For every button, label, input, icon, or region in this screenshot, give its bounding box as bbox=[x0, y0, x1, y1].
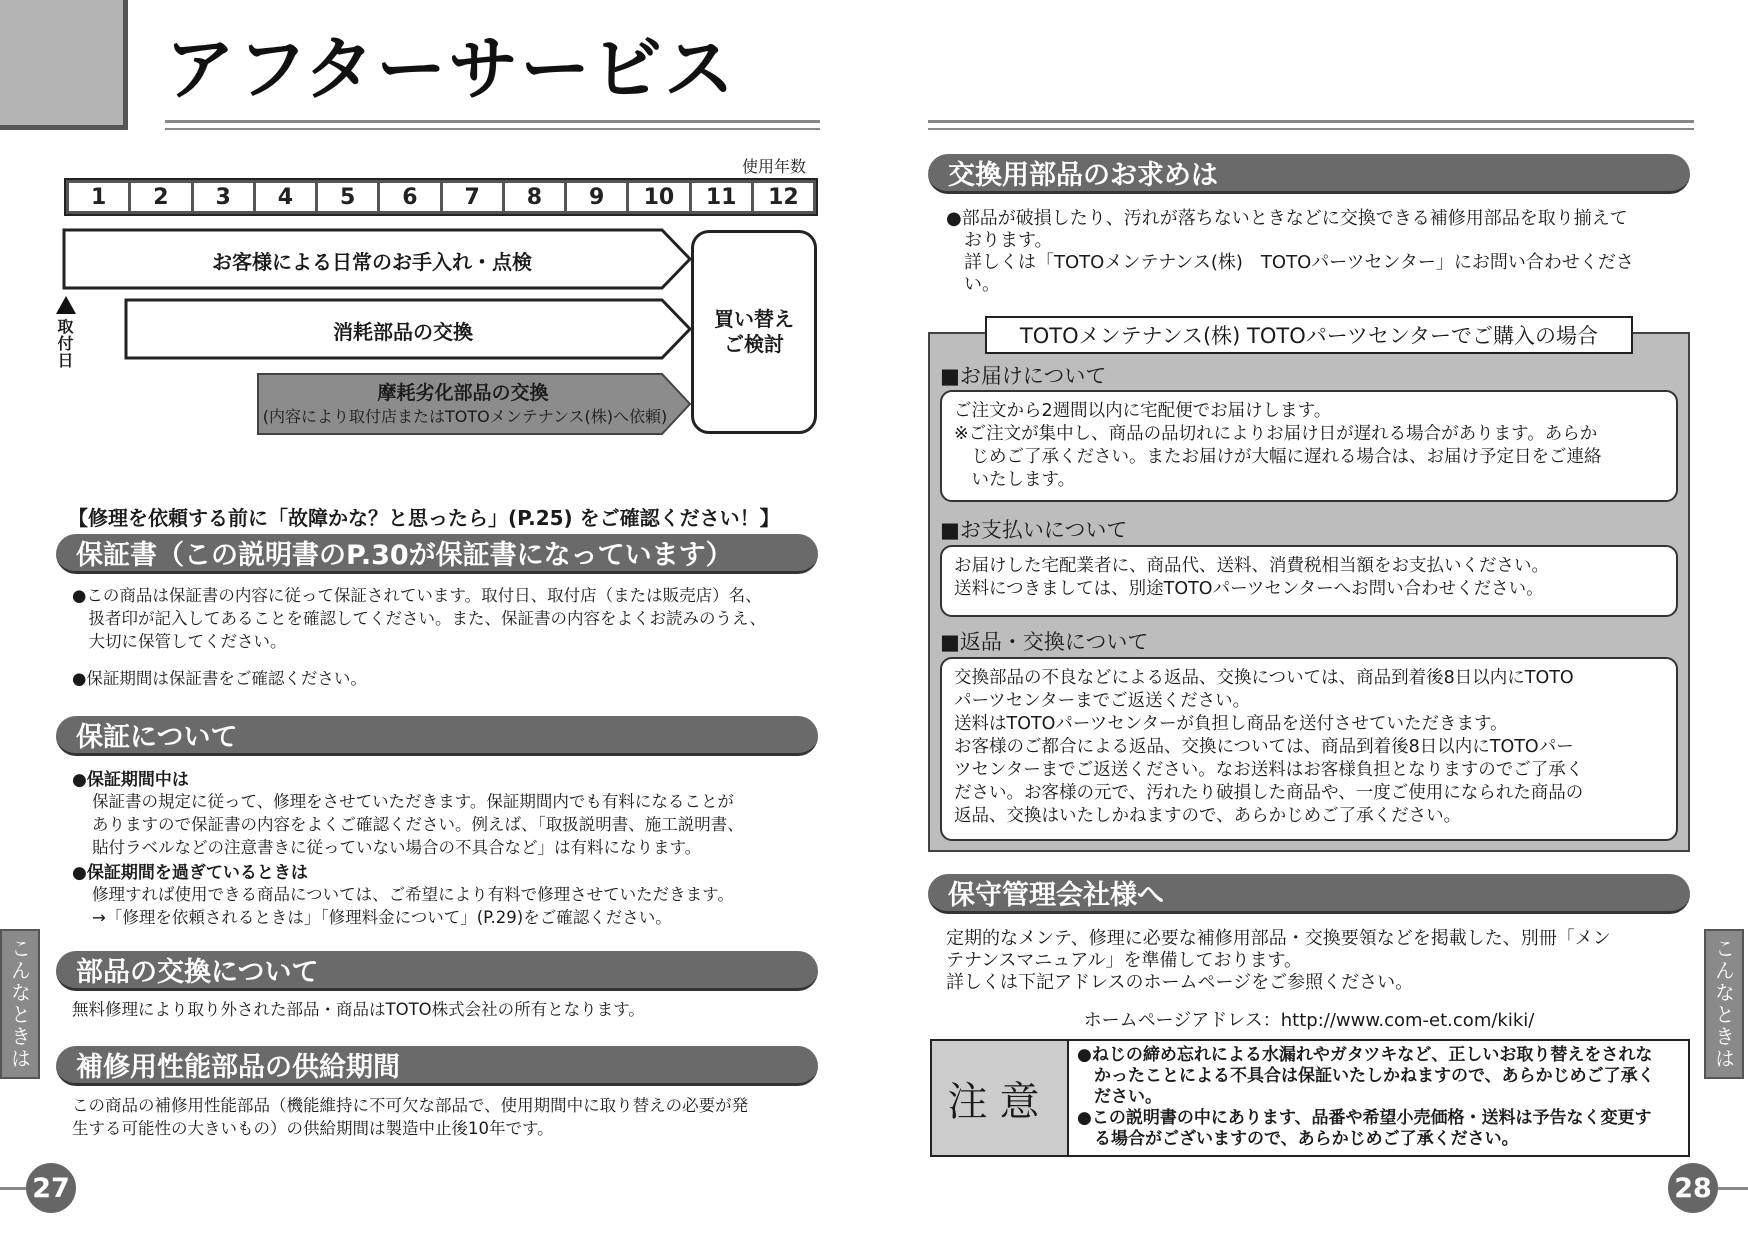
wear-parts-note: (内容により取付店またはTOTOメンテナンス(株)へ依頼) bbox=[262, 407, 668, 426]
text-line: 定期的なメンテ、修理に必要な補修用部品・交換要領などを掲載した、別冊「メン bbox=[946, 928, 1611, 949]
maintenance-text bbox=[946, 928, 1611, 994]
text-line: ●ねじの締め忘れによる水漏れやガタツキなど、正しいお取り替えをされな bbox=[1077, 1045, 1653, 1065]
year-cell: 12 bbox=[754, 183, 813, 211]
replacement-text bbox=[946, 208, 1634, 296]
text-line: る場合がございますので、あらかじめご了承ください。 bbox=[1077, 1129, 1519, 1149]
years-label: 使用年数 bbox=[742, 157, 807, 176]
section-header-warranty: 保証について bbox=[56, 716, 818, 756]
after-period-heading: ●保証期間を過ぎているときは bbox=[72, 863, 308, 883]
text-line: テナンスマニュアル」を準備しております。 bbox=[946, 950, 1303, 971]
section-header-parts-exchange: 部品の交換について bbox=[56, 951, 818, 991]
year-cell: 8 bbox=[505, 183, 564, 211]
warranty-period-note: ●保証期間は保証書をご確認ください。 bbox=[72, 669, 367, 688]
title-rule-2 bbox=[165, 128, 820, 130]
text-line: ありますので保証書の内容をよくご確認ください。例えば、「取扱説明書、施工説明書、 bbox=[92, 815, 744, 834]
text-line: ●この説明書の中にあります、品番や希望小売価格・送料は予告なく変更す bbox=[1077, 1108, 1652, 1128]
text-line: 送料はTOTOパーツセンターが負担し商品を送付させていただきます。 bbox=[954, 714, 1508, 734]
title-rule bbox=[165, 120, 820, 123]
text-line: お届けした宅配業者に、商品代、送料、消費税相当額をお支払いください。 bbox=[954, 556, 1549, 576]
year-cell: 3 bbox=[194, 183, 253, 211]
section-header-warranty-card: 保証書（この説明書のP.30が保証書になっています） bbox=[56, 534, 818, 574]
text-line: 扱者印が記入してあることを確認してください。また、保証書の内容をよくお読みのうえ、 bbox=[72, 609, 766, 628]
repair-notice: 【修理を依頼する前に「故障かな？と思ったら」(P.25) をご確認ください！】 bbox=[68, 506, 780, 530]
text-line: ●この商品は保証書の内容に従って保証されています。取付日、取付店（または販売店）名、 bbox=[72, 586, 762, 605]
text-line: パーツセンターまでご返送ください。 bbox=[954, 691, 1251, 711]
text-line: ださい。 bbox=[1077, 1087, 1162, 1107]
supply-period-text bbox=[72, 1094, 748, 1140]
homepage-url: ホームページアドレス：http://www.com-et.com/kiki/ bbox=[1083, 1010, 1535, 1031]
text-line: →「修理を依頼されるときは」「修理料金について」(P.29)をご確認ください。 bbox=[92, 908, 672, 927]
parts-exchange-text: 無料修理により取り外された部品・商品はTOTO株式会社の所有となります。 bbox=[72, 1000, 645, 1019]
install-date-arrow-icon bbox=[56, 296, 76, 314]
text-line: 生する可能性の大きいもの）の供給期間は製造中止後10年です。 bbox=[72, 1119, 554, 1138]
caution-label: 注意 bbox=[932, 1041, 1069, 1155]
page-number-right: 28 bbox=[1668, 1163, 1718, 1213]
buy-line-2: ご検討 bbox=[724, 332, 784, 356]
year-cell: 1 bbox=[69, 183, 128, 211]
text-line: ※ご注文が集中し、商品の品切れによりお届け日が遅れる場合があります。あらか bbox=[954, 424, 1598, 444]
warranty-card-text bbox=[72, 584, 766, 653]
text-line: い。 bbox=[946, 274, 1000, 295]
text-line: おります。 bbox=[946, 230, 1053, 251]
buy-line-1: 買い替え bbox=[714, 307, 794, 331]
text-line: 交換部品の不良などによる返品、交換については、商品到着後8日以内にTOTO bbox=[954, 668, 1574, 688]
return-heading: ■返品・交換について bbox=[940, 630, 1149, 654]
caution-box bbox=[930, 1039, 1690, 1157]
delivery-box bbox=[940, 390, 1678, 502]
text-line: 送料につきましては、別途TOTOパーツセンターへお問い合わせください。 bbox=[954, 579, 1544, 599]
text-line: ださい。お客様の元で、汚れたり破損した商品や、一度ご使用になられた商品の bbox=[954, 783, 1584, 803]
wear-parts-label: 摩耗劣化部品の交換 bbox=[377, 382, 549, 404]
text-line: 大切に保管してください。 bbox=[72, 632, 287, 651]
year-cell: 9 bbox=[567, 183, 626, 211]
text-line: 貼付ラベルなどの注意書きに従っていない場合の不具合など」は有料になります。 bbox=[92, 838, 702, 857]
page-title: アフターサービス bbox=[165, 28, 737, 110]
text-line: この商品の補修用性能部品（機能維持に不可欠な部品で、使用期間中に取り替えの必要が発 bbox=[72, 1096, 749, 1115]
year-cell: 4 bbox=[256, 183, 315, 211]
top-rule-right-2 bbox=[928, 128, 1694, 130]
text-line: ●部品が破損したり、汚れが落ちないときなどに交換できる補修用部品を取り揃えて bbox=[946, 208, 1628, 229]
section-header-replacement: 交換用部品のお求めは bbox=[928, 154, 1690, 194]
text-line: 詳しくは「TOTOメンテナンス(株) TOTOパーツセンター」にお問い合わせくださ bbox=[946, 252, 1634, 273]
caution-text bbox=[1069, 1041, 1688, 1155]
corner-block bbox=[0, 0, 128, 130]
section-header-maintenance: 保守管理会社様へ bbox=[928, 874, 1690, 914]
text-line: いたします。 bbox=[954, 470, 1076, 490]
year-cell: 6 bbox=[380, 183, 439, 211]
page-number-left: 27 bbox=[26, 1163, 76, 1213]
year-cell: 7 bbox=[443, 183, 502, 211]
consumables-label: 消耗部品の交換 bbox=[333, 320, 473, 344]
payment-box bbox=[940, 545, 1678, 617]
return-box bbox=[940, 657, 1678, 841]
section-header-supply-period: 補修用性能部品の供給期間 bbox=[56, 1046, 818, 1086]
side-tab-left: こんなときは bbox=[0, 929, 40, 1079]
top-rule-right bbox=[928, 120, 1694, 123]
text-line: お客様のご都合による返品、交換については、商品到着後8日以内にTOTOパー bbox=[954, 737, 1574, 757]
daily-care-label: お客様による日常のお手入れ・点検 bbox=[212, 250, 532, 274]
text-line: 保証書の規定に従って、修理をさせていただきます。保証期間内でも有料になることが bbox=[92, 792, 734, 811]
after-period-text bbox=[92, 883, 734, 929]
install-date-label: 取付日 bbox=[55, 318, 74, 369]
year-cell: 10 bbox=[629, 183, 688, 211]
text-line: かったことによる不具合は保証いたしかねますので、あらかじめご了承く bbox=[1077, 1066, 1655, 1086]
page-line-right bbox=[1718, 1187, 1748, 1190]
in-period-text bbox=[92, 790, 744, 859]
years-scale bbox=[64, 178, 818, 216]
text-line: 返品、交換はいたしかねますので、あらかじめご了承ください。 bbox=[954, 806, 1462, 826]
text-line: 修理すれば使用できる商品については、ご希望により有料で修理させていただきます。 bbox=[92, 885, 734, 904]
text-line: じめご了承ください。またお届けが大幅に遅れる場合は、お届け予定日をご連絡 bbox=[954, 447, 1602, 467]
text-line: ご注文から2週間以内に宅配便でお届けします。 bbox=[954, 401, 1332, 421]
replace-consider-box bbox=[691, 230, 817, 434]
purchase-panel-title: TOTOメンテナンス(株) TOTOパーツセンターでご購入の場合 bbox=[985, 316, 1633, 354]
text-line: 詳しくは下記アドレスのホームページをご参照ください。 bbox=[946, 972, 1414, 993]
year-cell: 2 bbox=[131, 183, 190, 211]
payment-heading: ■お支払いについて bbox=[940, 518, 1128, 542]
year-cell: 5 bbox=[318, 183, 377, 211]
in-period-heading: ●保証期間中は bbox=[72, 770, 189, 790]
delivery-heading: ■お届けについて bbox=[940, 364, 1107, 388]
year-cell: 11 bbox=[692, 183, 751, 211]
text-line: ツセンターまでご返送ください。なお送料はお客様負担となりますのでご了承く bbox=[954, 760, 1584, 780]
side-tab-right: こんなときは bbox=[1704, 929, 1744, 1079]
